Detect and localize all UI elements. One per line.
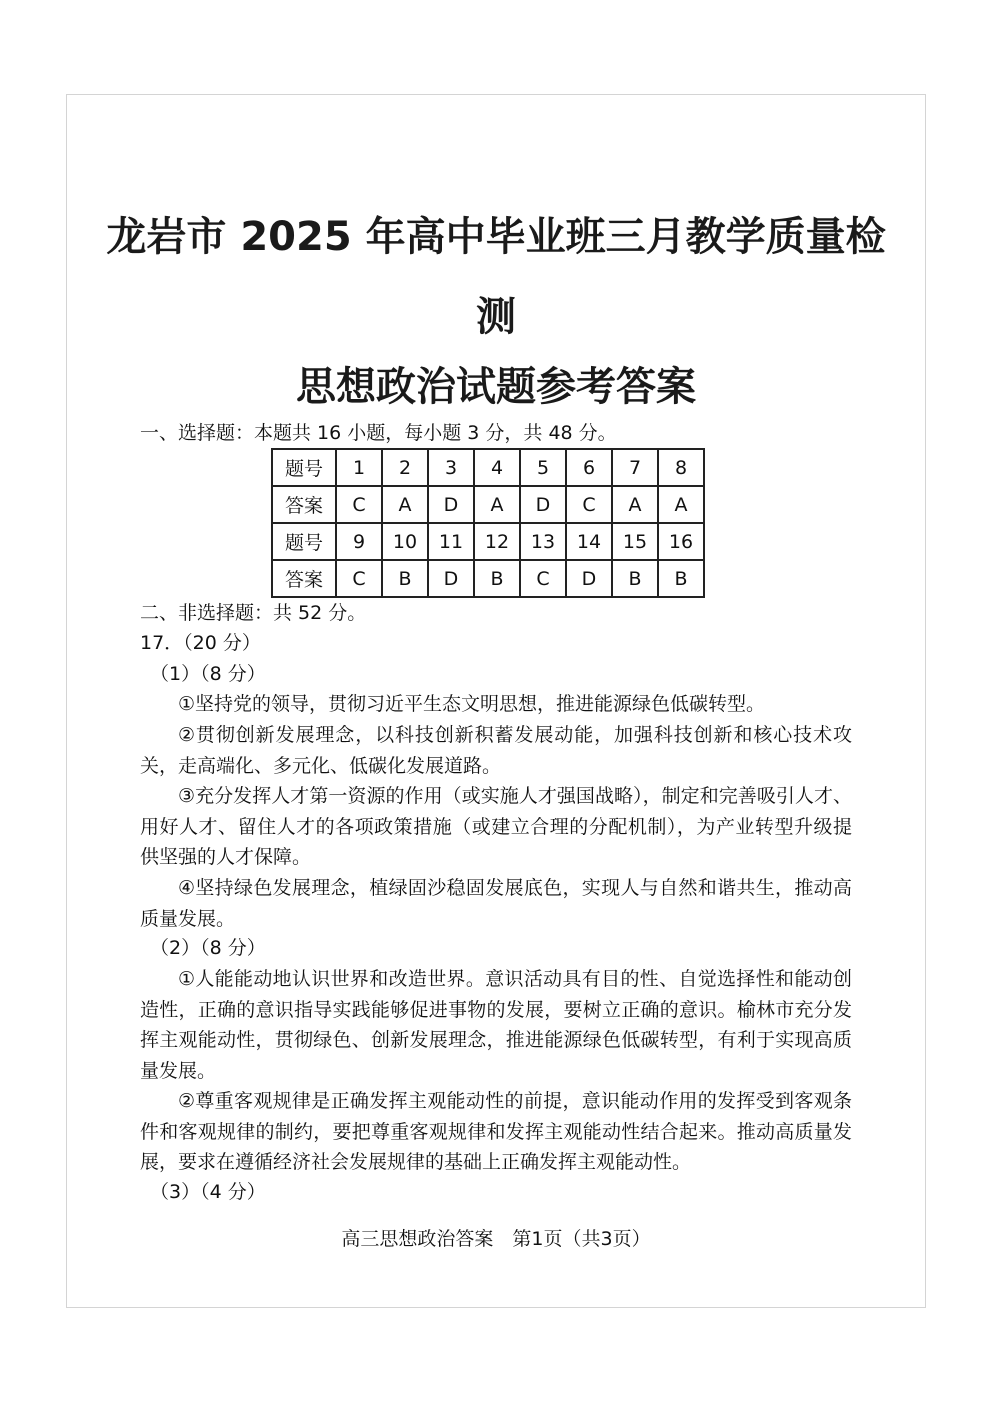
answer-table-cell: 15 bbox=[612, 523, 658, 560]
part-2-heading: （2）（8 分） bbox=[150, 937, 266, 959]
answer-table-cell: 2 bbox=[382, 449, 428, 486]
title-line-3: 思想政治试题参考答案 bbox=[296, 364, 696, 410]
answer-table-cell: A bbox=[474, 486, 520, 523]
answer-table-row bbox=[272, 560, 704, 597]
section-nonchoice-heading: 二、非选择题：共 52 分。 bbox=[140, 602, 367, 624]
answer-table-cell: B bbox=[612, 560, 658, 597]
answer-table-cell: D bbox=[566, 560, 612, 597]
answer-table-row-label: 答案 bbox=[272, 560, 336, 597]
answer-table-cell: A bbox=[382, 486, 428, 523]
answer-table-row-label: 题号 bbox=[272, 449, 336, 486]
part-1-heading: （1）（8 分） bbox=[150, 663, 266, 685]
section-choice-heading: 一、选择题：本题共 16 小题，每小题 3 分，共 48 分。 bbox=[140, 422, 617, 444]
answer-table-cell: C bbox=[566, 486, 612, 523]
part-3-heading: （3）（4 分） bbox=[150, 1181, 266, 1203]
answer-2-1: ①人能能动地认识世界和改造世界。意识活动具有目的性、自觉选择性和能动创造性，正确的意识指导实践能够促进事物的发展，要树立正确的意识。榆林市充分发挥主观能动性，贯彻绿色、创新发展理念，推进能源绿色低碳转型，有利于实现高质量发展。 bbox=[140, 968, 852, 1082]
answer-table-cell: 4 bbox=[474, 449, 520, 486]
answer-table-cell: 11 bbox=[428, 523, 474, 560]
answer-table-cell: C bbox=[520, 560, 566, 597]
answer-table-cell: 1 bbox=[336, 449, 382, 486]
answer-table-cell: D bbox=[428, 486, 474, 523]
answer-table-cell: A bbox=[658, 486, 704, 523]
answer-table-row-label: 答案 bbox=[272, 486, 336, 523]
answer-table-cell: 10 bbox=[382, 523, 428, 560]
answer-table-row-label: 题号 bbox=[272, 523, 336, 560]
answer-table-row bbox=[272, 449, 704, 486]
title-line-1: 龙岩市 2025 年高中毕业班三月教学质量检 bbox=[106, 214, 886, 260]
answer-table-cell: B bbox=[382, 560, 428, 597]
answer-table-cell: C bbox=[336, 486, 382, 523]
page-footer: 高三思想政治答案 第1页（共3页） bbox=[341, 1228, 651, 1250]
answer-table-cell: C bbox=[336, 560, 382, 597]
answer-table-cell: 6 bbox=[566, 449, 612, 486]
answer-table-cell: 3 bbox=[428, 449, 474, 486]
answer-table-cell: 5 bbox=[520, 449, 566, 486]
title-line-2: 测 bbox=[476, 294, 516, 340]
answer-1-1: ①坚持党的领导，贯彻习近平生态文明思想，推进能源绿色低碳转型。 bbox=[178, 693, 766, 715]
answer-table-cell: B bbox=[474, 560, 520, 597]
answer-table-cell: 13 bbox=[520, 523, 566, 560]
answer-table-cell: 8 bbox=[658, 449, 704, 486]
answer-2-2: ②尊重客观规律是正确发挥主观能动性的前提，意识能动作用的发挥受到客观条件和客观规律的制约，要把尊重客观规律和发挥主观能动性结合起来。推动高质量发展，要求在遵循经济社会发展规律的基础上正确发挥主观能动性。 bbox=[140, 1090, 852, 1173]
answer-table bbox=[271, 448, 705, 598]
answer-table-cell: 14 bbox=[566, 523, 612, 560]
answer-table-cell: 7 bbox=[612, 449, 658, 486]
answer-1-3: ③充分发挥人才第一资源的作用（或实施人才强国战略），制定和完善吸引人才、用好人才、留住人才的各项政策措施（或建立合理的分配机制），为产业转型升级提供坚强的人才保障。 bbox=[140, 785, 852, 868]
answer-table-cell: D bbox=[428, 560, 474, 597]
answer-1-4: ④坚持绿色发展理念，植绿固沙稳固发展底色，实现人与自然和谐共生，推动高质量发展。 bbox=[140, 877, 852, 930]
question-17-heading: 17．（20 分） bbox=[140, 632, 261, 654]
answer-1-2: ②贯彻创新发展理念，以科技创新积蓄发展动能，加强科技创新和核心技术攻关，走高端化、多元化、低碳化发展道路。 bbox=[140, 724, 852, 777]
answer-table-cell: 12 bbox=[474, 523, 520, 560]
answer-table-cell: B bbox=[658, 560, 704, 597]
answer-table-cell: D bbox=[520, 486, 566, 523]
answer-table-row bbox=[272, 523, 704, 560]
answer-table-cell: 16 bbox=[658, 523, 704, 560]
answer-table-cell: A bbox=[612, 486, 658, 523]
answer-table-row bbox=[272, 486, 704, 523]
answer-table-cell: 9 bbox=[336, 523, 382, 560]
